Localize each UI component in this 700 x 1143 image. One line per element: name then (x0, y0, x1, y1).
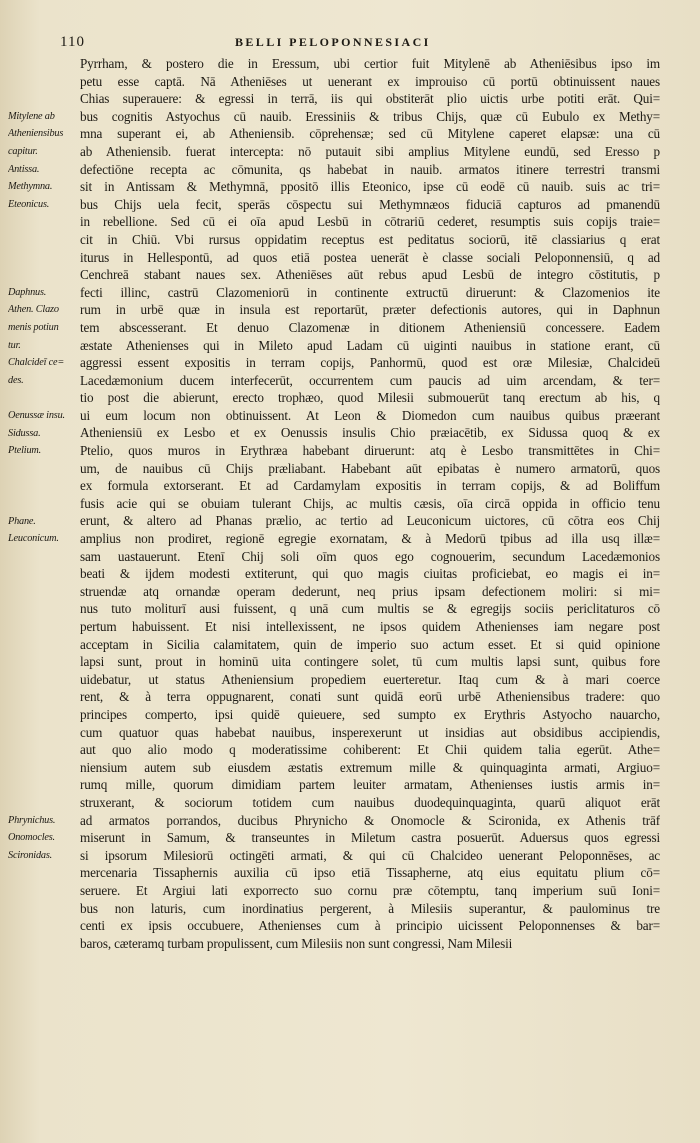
running-title: BELLI PELOPONNESIACI (235, 35, 431, 49)
text-line: principes comperto, ipsi quidē quieuere, sed sumpto ex Erythris Astyocho nauarcho, (80, 706, 660, 722)
text-line: aggressi essent expositis in terram copijs, Panhormū, quod est oræ Milesiæ, Chalcideū (80, 355, 660, 371)
text-line: Atheniensiū ex Lesbo et ex Oenussis insulis Chio præiacētib, ex Sidussa quoq & ex (80, 425, 660, 441)
text-line: cum quatuor quas habebat nauibus, insperexerunt ut insidias aut obsidibus accipiendis, (80, 724, 660, 740)
text-line: niensium autem sub eiusdem æstatis extremum mille & quinquaginta armati, Argiuo= (80, 759, 660, 775)
margin-note: Methymna. (8, 181, 53, 193)
text-line: um, de nauibus cū Chijs præliabant. Habebant aūt epibatas è numero armatorū, quos (80, 460, 660, 476)
margin-note: Onomocles. (8, 832, 55, 844)
text-line: bus non laturis, cum inordinatius pergerent, à Milesiis superantur, & paulominus tre (80, 900, 660, 916)
text-line: ui eum locum non obtinuissent. At Leon & Diomedon cum nauibus quibus præerant (80, 407, 660, 423)
margin-note: Chalcideī ce= (8, 357, 65, 369)
margin-note: menis potiun (8, 322, 59, 333)
margin-note: Leuconicum. (8, 533, 59, 545)
text-line: fecti illinc, castrū Clazomeniorū in continente extructū diruerunt: & Clazomenios ite (80, 284, 660, 300)
text-line: Ptelio, quos muros in Erythræa habebant diruerunt: atq è Lesbo transmittētes in Chi= (80, 443, 660, 459)
text-line: miserunt in Samum, & transeuntes in Miletum castra posuerūt. Aduersus quos egressi (80, 830, 660, 846)
text-line: ab Atheniensib. fuerat intercepta: nō putauit sibi amplius Mitylene eundū, sed Eresso p (80, 143, 660, 159)
margin-note: Phane. (8, 515, 36, 527)
text-line: in rebellione. Sed cū ei oīa apud Lesbū in cōtrariū cederet, resumptis suis copijs traie= (80, 214, 660, 230)
text-line: defectiōne recepta ac cōmunita, qs habebat in nauib. armatos itinere terrestri transmi (80, 161, 660, 177)
margin-note: Eteonicus. (8, 198, 50, 210)
text-line: mercenaria Tissaphernis auxilia cū ipso etiā Tissapherne, atq eius equitatu plium cō= (80, 865, 660, 881)
text-line: Cenchreā stabant naues sex. Atheniēses aūt rebus apud Lesbū de integro cōstitutis, p (80, 267, 660, 283)
margin-note: Atheniensibus (8, 128, 64, 140)
text-line: ad armatos porrandos, ducibus Phrynicho & Onomocle & Scironida, ex Athenis trāf (80, 812, 660, 828)
text-line: sam uastauerunt. Etenī Chij soli oīm quos ego cognouerim, secundum Lacedæmonios (80, 548, 660, 564)
text-line: seruere. Et Argiui lati exporrecto suo cornu præ cōtemptu, tanq imperium suū Ioni= (80, 882, 660, 898)
text-line: cit in Chiū. Vbi rursus oppidatim receptus est peditatus sociorū, itē classiarius q erat (80, 231, 660, 247)
body-text (80, 55, 660, 952)
text-line: struxerant, & sociorum totidem cum nauibus duodequinquaginta, quarū aliquot erāt (80, 794, 660, 810)
text-line: acceptam in Sicilia calamitatem, quin de imperio suo actum esset. Et si quid opinione (80, 636, 660, 652)
text-line: mna superant ei, ab Atheniensib. cōprehensæ; sed cū Mitylene caperet elapsæ: una cū (80, 126, 660, 142)
text-line: baros, cæteramq turbam propulissent, cum Milesiis non sunt congressi, Nam Milesii (80, 935, 513, 951)
margin-note: Daphnus. (8, 286, 47, 298)
page-number: 110 (60, 34, 85, 50)
text-line: si ipsorum Milesiorū octingēti armati, & qui cū Chalcideo uenerant Peloponnēses, ac (80, 847, 660, 863)
text-line: tem abscesserant. Et denuo Clazomenæ in ditionem Atheniensiū concessere. Eadem (80, 319, 660, 335)
margin-note: Scironidas. (8, 850, 53, 861)
text-line: rent, & à terra oppugnarent, conati sunt quidā eorū urbē Atheniensibus tradere: quo (80, 689, 660, 705)
text-line: rum in urbē quæ in insula est reportarūt, præter defectionis autores, qui in Daphnun (80, 302, 660, 318)
text-line: struendæ atq ornandæ operam dederunt, neq prius ipsam defectionem moliri: si mi= (80, 583, 660, 599)
text-line: ex formula extorserant. Et ad Cardamylam expositis in terram copijs, & ad Boliffum (80, 478, 660, 494)
text-line: lapsi sunt, prout in hominū uita contingere solet, tū cum multis lapsi sunt, quibus fore (80, 654, 660, 670)
text-line: rumq mille, quorum dimidiam partem leuiter armatam, Athenienses iustis armis in= (80, 777, 660, 793)
text-line: Lacedæmonium ducem interfecerūt, occurrentem cum paucis ad uim arcendam, & ter= (80, 372, 660, 388)
text-line: centi ex ipsis occubuere, Athenienses cum à principio uicissent Peloponnenses & bar= (80, 918, 660, 934)
text-line: fusis acie qui se obuiam tulerant Chijs, ac multis cæsis, oīa circā oppida in officio tenu (80, 495, 660, 511)
text-line: amplius non prodiret, regionē egregie exornatam, & à Medorū tpibus ad illa usq illæ= (80, 531, 660, 547)
margin-notes (0, 55, 80, 1055)
text-line: æstate Athenienses qui in Mileto apud Ladam cū uiginti nauibus in statione erant, cū (80, 337, 660, 353)
margin-note: Mitylene ab (8, 110, 55, 122)
margin-note: capitur. (8, 146, 38, 157)
page-header (60, 30, 660, 54)
text-line: tio post die abierunt, erecto trophæo, quod Milesii submouerūt tanq erectum ab his, q (80, 390, 660, 406)
text-line: pertum habuissent. Et nisi intellexissent, ne ipsos quidem Athenienses iam negare post (80, 619, 660, 634)
text-line: Pyrrham, & postero die in Eressum, ubi certior fuit Mitylenē ab Atheniēsibus ipso im (80, 56, 660, 71)
text-line: sit in Antissam & Methymnā, ppositō illis Eteonico, ipse cū eodē cū nauib. suis ac tri= (80, 179, 660, 195)
margin-note: Ptelium. (8, 445, 42, 457)
text-line: beati & ijdem modesti extiterunt, qui quo magis ciuitas proficiebat, eo magis ei in= (80, 566, 660, 582)
text-line: petu esse captā. Nā Atheniēses ut uenerant ex improuiso cū portū obtinuissent naues (80, 73, 660, 89)
text-line: iturus in Hellespontū, ad quos etiā postea uenerāt è classe sociali Peloponnensiū, q ad (80, 249, 660, 265)
text-line: bus Chijs uela fecit, sperās cōspectu sui Methymnæos fiduciā capturos ad pmanendū (80, 196, 660, 212)
text-line: aut quo alio modo q moderatissime cohiberent: Et Chii quidem talia egerūt. Athe= (80, 742, 660, 758)
margin-note: Sidussa. (8, 427, 41, 439)
text-line: bus cognitis Astyochus cū nauib. Eressiniis & tribus Chijs, quæ cū Eubulo ex Methy= (80, 108, 660, 124)
margin-note: Athen. Clazo (8, 304, 59, 316)
margin-note: Phrynichus. (8, 814, 56, 826)
text-line: Chias superauere: & egressi in terrā, iis qui obstiterāt plio uictis urbe potiti erāt. Qui= (80, 91, 660, 107)
text-line: nus tuto moliturī ausi fuissent, q unā cum multis se & egregijs sociis periclitaturos cō (80, 601, 660, 617)
margin-note: Oenussæ insu. (8, 410, 65, 421)
text-line: uidebatur, ut status Atheniensium propediem euerteretur. Itaq cum & à mari coerce (80, 671, 660, 687)
margin-note: Antissa. (8, 163, 40, 175)
margin-note: tur. (8, 339, 21, 351)
margin-note: des. (8, 374, 24, 386)
text-line: erunt, & altero ad Phanas prælio, ac tertio ad Leuconicum uictores, cū cōtra eos Chij (80, 513, 660, 529)
